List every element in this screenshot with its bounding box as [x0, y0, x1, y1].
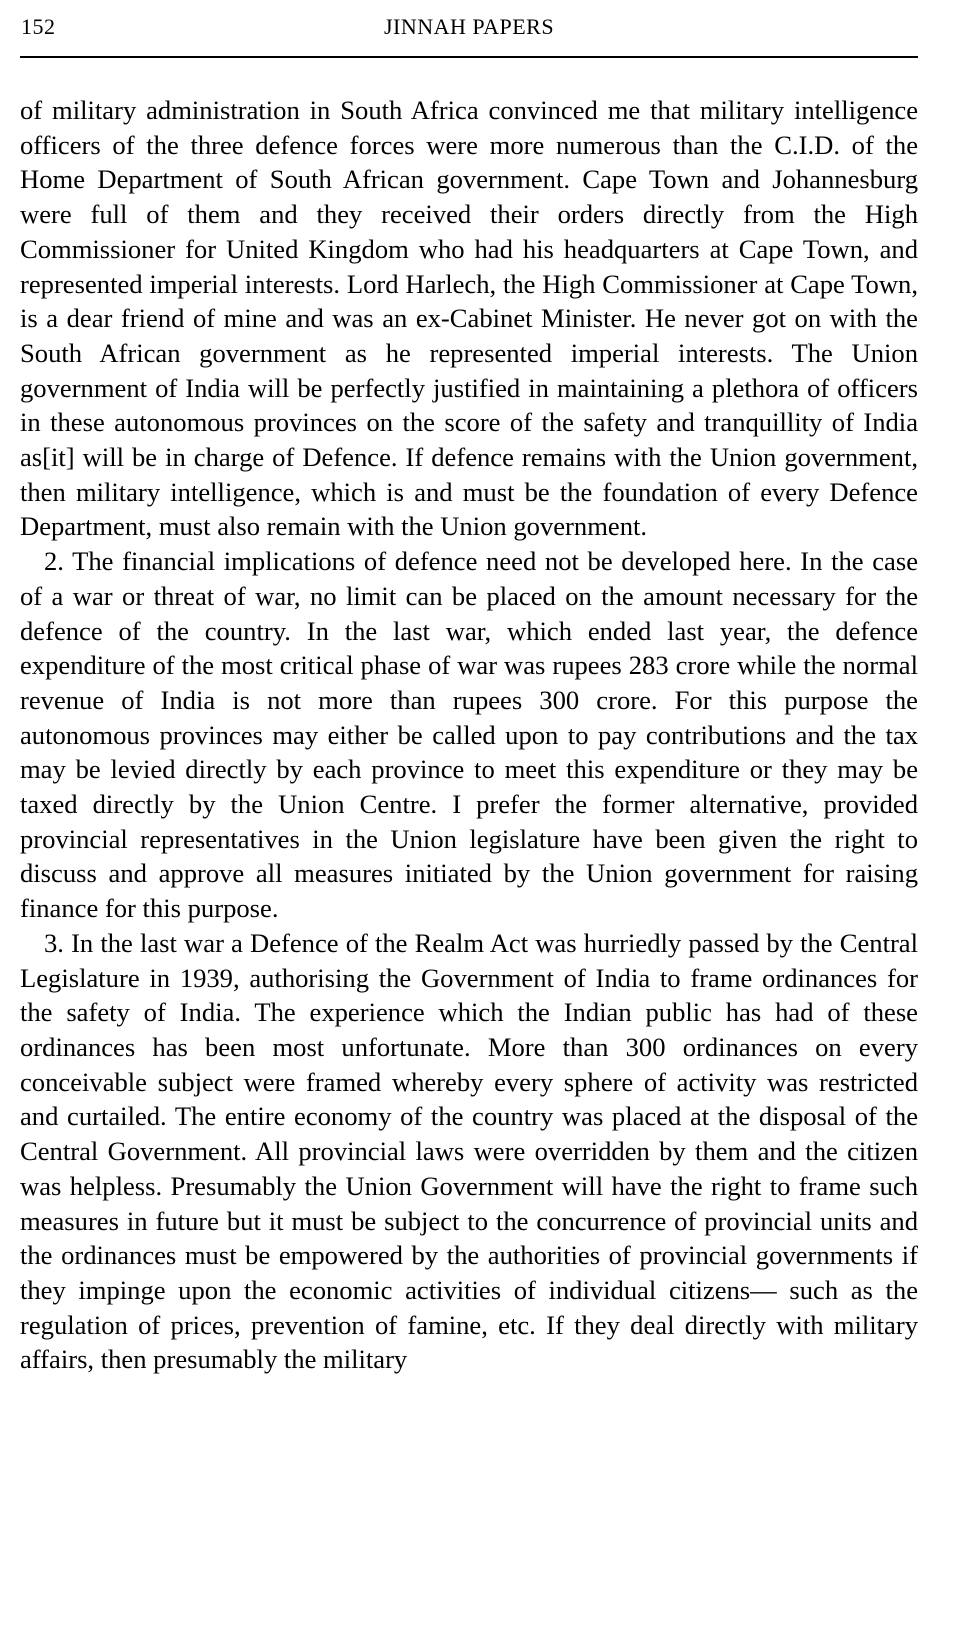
document-page [20, 0, 918, 1375]
header-rule [20, 56, 918, 58]
paragraph-continued: of military administration in South Africa convinced me that military intelligence officers of the three defence forces were more numerous than the C.I.D. of the Home Department of South African government. Cape Town and Johannesburg were full of them and they received their orders directly from the High Commissioner for United Kingdom who had his headquarters at Cape Town, and represented imperial interests. Lord Harlech, the High Commissioner at Cape Town, is a dear friend of mine and was an ex-Cabinet Minister. He never got on with the South African government as he represented imperial interests. The Union government of India will be perfectly justified in maintaining a plethora of officers in these autonomous provinces on the score of the safety and tranquillity of India as[it] will be in charge of Defence. If defence remains with the Union government, then military intelligence, which is and must be the foundation of every Defence Department, must also remain with the Union government. [20, 95, 918, 542]
page-header [20, 0, 918, 44]
body-text [20, 93, 918, 1377]
paragraph-3: 3. In the last war a Defence of the Realm Act was hurriedly passed by the Central Legislature in 1939, authorising the Government of India to frame ordinances for the safety of India. The experience which the Indian public has had of these ordinances has been most unfortunate. More than 300 ordinances on every conceivable subject were framed whereby every sphere of activity was restricted and curtailed. The entire economy of the country was placed at the disposal of the Central Government. All provincial laws were overridden by them and the citizen was helpless. Presumably the Union Government will have the right to frame such measures in future but it must be subject to the concurrence of provincial units and the ordinances must be empowered by the authorities of provincial governments if they impinge upon the economic activities of individual citizens— such as the regulation of prices, prevention of famine, etc. If they deal directly with military affairs, then presumably the military [20, 927, 918, 1375]
running-head: JINNAH PAPERS [383, 14, 555, 39]
paragraph-2: 2. The financial implications of defence need not be developed here. In the case of a war or threat of war, no limit can be placed on the amount necessary for the defence of the country. In the last war, which ended last year, the defence expenditure of the most critical phase of war was rupees 283 crore while the normal revenue of India is not more than rupees 300 crore. For this purpose the autonomous provinces may either be called upon to pay contributions and the tax may be levied directly by each province to meet this expenditure or they may be taxed directly by the Union Centre. I prefer the former alternative, provided provincial representatives in the Union legislature have been given the right to discuss and approve all measures initiated by the Union government for raising finance for this purpose. [20, 546, 918, 924]
page-number: 152 [21, 14, 56, 39]
